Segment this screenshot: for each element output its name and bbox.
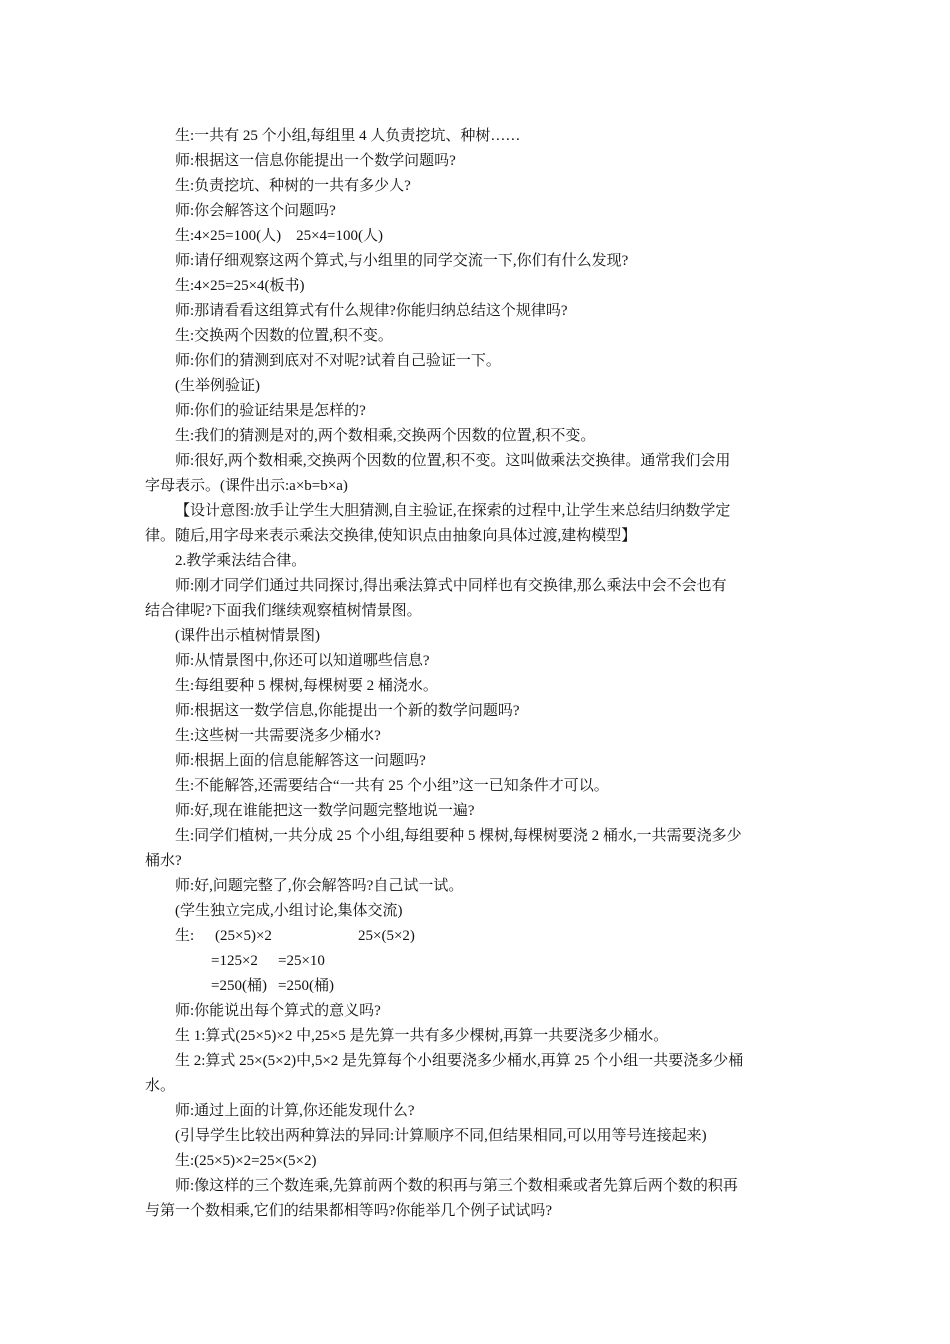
paragraph-line: (课件出示植树情景图) [175, 628, 320, 644]
paragraph-line: 师:那请看看这组算式有什么规律?你能归纳总结这个规律吗? [175, 303, 568, 319]
paragraph-line: 师:从情景图中,你还可以知道哪些信息? [175, 653, 430, 669]
document-body [145, 124, 815, 1224]
paragraph-line: 生 2:算式 25×(5×2)中,5×2 是先算每个小组要浇多少桶水,再算 25 个小组一共要浇多少桶 [175, 1053, 744, 1069]
paragraph-line: 生:交换两个因数的位置,积不变。 [175, 328, 393, 344]
paragraph-line: 师:你会解答这个问题吗? [175, 203, 336, 219]
paragraph-line: 生:一共有 25 个小组,每组里 4 人负责挖坑、种树…… [175, 128, 521, 144]
paragraph-line: 师:很好,两个数相乘,交换两个因数的位置,积不变。这叫做乘法交换律。通常我们会用 [175, 453, 731, 469]
calculation-row [145, 949, 815, 974]
calc-left-step: =250(桶) [211, 978, 267, 994]
paragraph-line: 生 1:算式(25×5)×2 中,25×5 是先算一共有多少棵树,再算一共要浇多少桶水。 [175, 1028, 669, 1044]
design-intent-line: 律。随后,用字母来表示乘法交换律,使知识点由抽象向具体过渡,建构模型】 [145, 528, 637, 544]
paragraph-line: 师:通过上面的计算,你还能发现什么? [175, 1103, 415, 1119]
paragraph-line: 师:好,现在谁能把这一数学问题完整地说一遍? [175, 803, 475, 819]
paragraph-line: 师:根据这一数学信息,你能提出一个新的数学问题吗? [175, 703, 520, 719]
paragraph-line: 生:负责挖坑、种树的一共有多少人? [175, 178, 411, 194]
paragraph-line: 师:你们的猜测到底对不对呢?试着自己验证一下。 [175, 353, 501, 369]
paragraph-line: 生:这些树一共需要浇多少桶水? [175, 728, 381, 744]
paragraph-line: 师:刚才同学们通过共同探讨,得出乘法算式中同样也有交换律,那么乘法中会不会也有 [175, 578, 727, 594]
calc-left-step: =125×2 [211, 953, 258, 969]
paragraph-line: 生:4×25=25×4(板书) [175, 278, 305, 294]
calc-left-step: (25×5)×2 [215, 928, 272, 944]
calc-right-step: 25×(5×2) [358, 928, 415, 944]
calc-label: 生: [175, 928, 195, 944]
calc-right-step: =25×10 [278, 953, 325, 969]
paragraph-line: 生:(25×5)×2=25×(5×2) [175, 1153, 317, 1169]
paragraph-line: 生:同学们植树,一共分成 25 个小组,每组要种 5 棵树,每棵树要浇 2 桶水,一共需要浇多少 [175, 828, 742, 844]
calculation-row [145, 974, 815, 999]
paragraph-line: 师:根据上面的信息能解答这一问题吗? [175, 753, 426, 769]
paragraph-line: 生:不能解答,还需要结合“一共有 25 个小组”这一已知条件才可以。 [175, 778, 609, 794]
paragraph-line: 字母表示。(课件出示:a×b=b×a) [145, 478, 348, 494]
calculation-row [145, 924, 815, 949]
paragraph-line: 师:根据这一信息你能提出一个数学问题吗? [175, 153, 456, 169]
paragraph-line: 师:像这样的三个数连乘,先算前两个数的积再与第三个数相乘或者先算后两个数的积再 [175, 1178, 738, 1194]
paragraph-line: 生:每组要种 5 棵树,每棵树要 2 桶浇水。 [175, 678, 438, 694]
paragraph-line: 生:4×25=100(人) 25×4=100(人) [175, 228, 383, 244]
paragraph-line: (引导学生比较出两种算法的异同:计算顺序不同,但结果相同,可以用等号连接起来) [175, 1128, 707, 1144]
paragraph-line: (生举例验证) [175, 378, 260, 394]
section-heading: 2.教学乘法结合律。 [175, 553, 307, 569]
design-intent-line: 【设计意图:放手让学生大胆猜测,自主验证,在探索的过程中,让学生来总结归纳数学定 [175, 503, 731, 519]
paragraph-line: 水。 [145, 1078, 176, 1094]
paragraph-line: 生:我们的猜测是对的,两个数相乘,交换两个因数的位置,积不变。 [175, 428, 596, 444]
paragraph-line: 师:你能说出每个算式的意义吗? [175, 1003, 381, 1019]
paragraph-line: 师:请仔细观察这两个算式,与小组里的同学交流一下,你们有什么发现? [175, 253, 629, 269]
paragraph-line: 结合律呢?下面我们继续观察植树情景图。 [145, 603, 422, 619]
paragraph-line: 师:好,问题完整了,你会解答吗?自己试一试。 [175, 878, 464, 894]
paragraph-line: 与第一个数相乘,它们的结果都相等吗?你能举几个例子试试吗? [145, 1203, 553, 1219]
calc-right-step: =250(桶) [278, 978, 334, 994]
paragraph-line: (学生独立完成,小组讨论,集体交流) [175, 903, 403, 919]
paragraph-line: 师:你们的验证结果是怎样的? [175, 403, 366, 419]
paragraph-line: 桶水? [145, 853, 182, 869]
